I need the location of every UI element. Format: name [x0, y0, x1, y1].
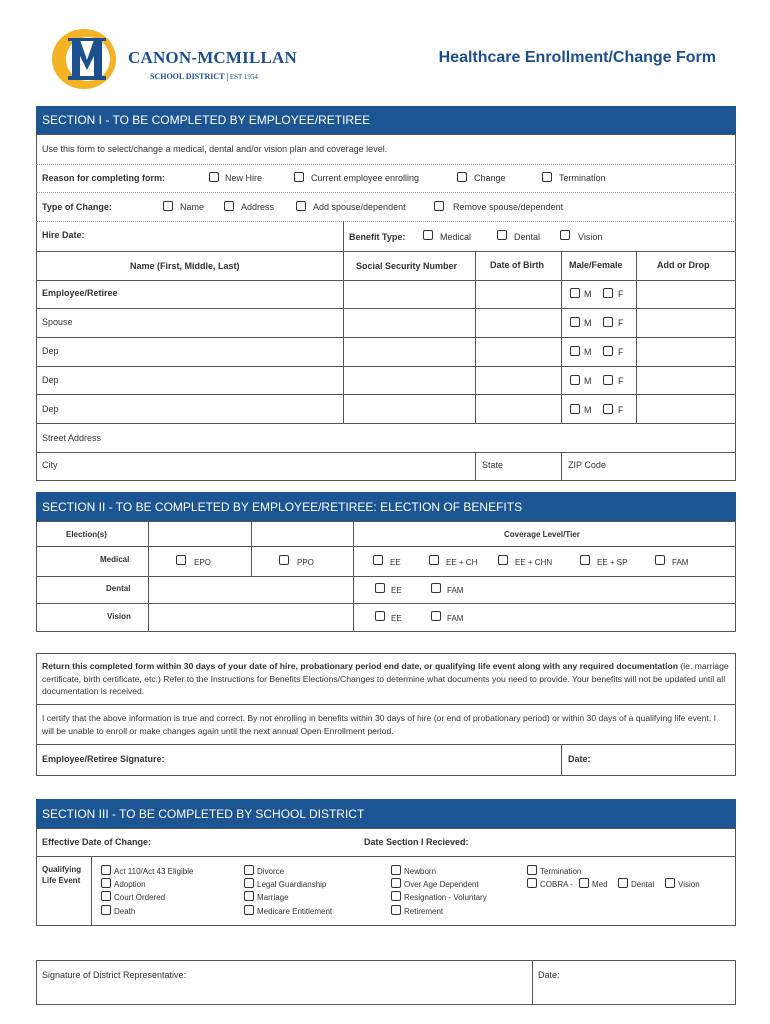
medicare-checkbox[interactable]	[244, 905, 254, 915]
district-logo	[50, 26, 122, 92]
rep-date-label: Date:	[538, 970, 560, 980]
date-received-label: Date Section I Recieved:	[364, 837, 469, 847]
change-checkbox[interactable]	[457, 172, 467, 182]
benefit-medical-checkbox[interactable]	[423, 230, 433, 240]
medical-ee-ch-label: EE + CH	[446, 558, 478, 567]
ppo-label: PPO	[297, 558, 314, 567]
resignation-label: Resignation - Voluntary	[404, 893, 487, 902]
epo-checkbox[interactable]	[176, 555, 186, 565]
benefit-dental-checkbox[interactable]	[497, 230, 507, 240]
resignation-checkbox[interactable]	[391, 891, 401, 901]
benefit-dental-label: Dental	[514, 232, 541, 242]
org-sub-text: SCHOOL DISTRICT |	[150, 72, 229, 81]
dep2-male-checkbox[interactable]	[570, 375, 580, 385]
city-label: City	[42, 460, 58, 470]
effective-date-label: Effective Date of Change:	[42, 837, 152, 847]
form-title: Healthcare Enrollment/Change Form	[438, 49, 716, 66]
dep3-female-label: F	[618, 405, 624, 415]
medical-ee-sp-label: EE + SP	[597, 558, 628, 567]
employee-female-checkbox[interactable]	[603, 288, 613, 298]
cobra-med-checkbox[interactable]	[579, 878, 589, 888]
dep2-female-checkbox[interactable]	[603, 375, 613, 385]
legal-guardianship-checkbox[interactable]	[244, 878, 254, 888]
act110-label: Act 110/Act 43 Eligible	[114, 867, 194, 876]
qle-label-2: Life Event	[42, 876, 81, 885]
benefit-vision-checkbox[interactable]	[560, 230, 570, 240]
type-label: Type of Change:	[42, 202, 112, 212]
court-ordered-checkbox[interactable]	[101, 891, 111, 901]
dep1-female-checkbox[interactable]	[603, 346, 613, 356]
change-label: Change	[474, 173, 506, 183]
notice-paragraph	[42, 660, 730, 698]
rep-signature-box	[36, 960, 736, 1005]
dep3-male-label: M	[584, 405, 592, 415]
qle-termination-checkbox[interactable]	[527, 865, 537, 875]
col-ssn: Social Security Number	[356, 261, 458, 271]
zip-label: ZIP Code	[568, 460, 606, 470]
dep3-female-checkbox[interactable]	[603, 404, 613, 414]
cobra-dental-checkbox[interactable]	[618, 878, 628, 888]
medical-election-label: Medical	[100, 555, 130, 564]
dep3-male-checkbox[interactable]	[570, 404, 580, 414]
org-name: CANON-MCMILLAN	[128, 48, 298, 67]
current-employee-label: Current employee enrolling	[311, 173, 420, 183]
cobra-label: COBRA -	[540, 880, 573, 889]
newborn-label: Newborn	[404, 867, 437, 876]
termination-checkbox[interactable]	[542, 172, 552, 182]
employee-date-label: Date:	[568, 754, 591, 764]
dental-fam-label: FAM	[447, 586, 464, 595]
spouse-female-label: F	[618, 318, 624, 328]
qle-label-1: Qualifying	[42, 865, 82, 874]
medical-ee-ch-checkbox[interactable]	[429, 555, 439, 565]
adoption-label: Adoption	[114, 880, 146, 889]
death-checkbox[interactable]	[101, 905, 111, 915]
vision-ee-checkbox[interactable]	[375, 611, 385, 621]
cobra-checkbox[interactable]	[527, 878, 537, 888]
col-add-drop: Add or Drop	[657, 260, 710, 270]
cobra-med-label: Med	[592, 880, 608, 889]
dep1-male-checkbox[interactable]	[570, 346, 580, 356]
street-address-label: Street Address	[42, 433, 102, 443]
add-spouse-label: Add spouse/dependent	[313, 202, 406, 212]
qle-termination-label: Termination	[540, 867, 582, 876]
dep2-female-label: F	[618, 376, 624, 386]
col-name: Name (First, Middle, Last)	[130, 261, 240, 271]
vision-fam-checkbox[interactable]	[431, 611, 441, 621]
address-change-checkbox[interactable]	[224, 201, 234, 211]
medical-ee-label: EE	[390, 558, 401, 567]
dental-ee-checkbox[interactable]	[375, 583, 385, 593]
state-label: State	[482, 460, 504, 470]
medical-fam-checkbox[interactable]	[655, 555, 665, 565]
row-spouse-label: Spouse	[42, 317, 73, 327]
medicare-label: Medicare Entitlement	[257, 907, 333, 916]
legal-guardianship-label: Legal Guardianship	[257, 880, 327, 889]
employee-male-checkbox[interactable]	[570, 288, 580, 298]
section1-header: SECTION I - TO BE COMPLETED BY EMPLOYEE/RETIREE	[36, 106, 736, 134]
divorce-label: Divorce	[257, 867, 285, 876]
spouse-male-label: M	[584, 318, 592, 328]
dep2-male-label: M	[584, 376, 592, 386]
spouse-female-checkbox[interactable]	[603, 317, 613, 327]
termination-label: Termination	[559, 173, 606, 183]
vision-ee-label: EE	[391, 614, 402, 623]
current-employee-checkbox[interactable]	[294, 172, 304, 182]
newborn-checkbox[interactable]	[391, 865, 401, 875]
benefit-vision-label: Vision	[578, 232, 603, 242]
rep-signature-label: Signature of District Representative:	[42, 970, 187, 980]
marriage-checkbox[interactable]	[244, 891, 254, 901]
cobra-vision-checkbox[interactable]	[665, 878, 675, 888]
coverage-label: Coverage Level/Tier	[504, 530, 580, 539]
notice-bold: Return this completed form within 30 days of your date of hire, probationary period end date, or qualifying life event along with any required documentation	[42, 661, 679, 671]
remove-spouse-checkbox[interactable]	[434, 201, 444, 211]
election-label: Election(s)	[66, 530, 107, 539]
remove-spouse-label: Remove spouse/dependent	[453, 202, 564, 212]
adoption-checkbox[interactable]	[101, 878, 111, 888]
death-label: Death	[114, 907, 136, 916]
divorce-checkbox[interactable]	[244, 865, 254, 875]
epo-label: EPO	[194, 558, 211, 567]
medical-ee-chn-label: EE + CHN	[515, 558, 553, 567]
notice-normal: (ie. marriage certificate, birth certificate, etc.) Refer to the Instructions for Benefits Elections/Changes to determine what documents you need to provide. Your benefits will not be updated until all documentation is received.	[42, 661, 729, 696]
org-est: EST 1954	[228, 73, 258, 81]
employee-female-label: F	[618, 289, 624, 299]
dental-election-label: Dental	[106, 584, 131, 593]
name-change-checkbox[interactable]	[163, 201, 173, 211]
add-spouse-checkbox[interactable]	[296, 201, 306, 211]
dep1-female-label: F	[618, 347, 624, 357]
dental-fam-checkbox[interactable]	[431, 583, 441, 593]
benefit-medical-label: Medical	[440, 232, 472, 242]
retirement-label: Retirement	[404, 907, 444, 916]
medical-ee-sp-checkbox[interactable]	[580, 555, 590, 565]
ppo-checkbox[interactable]	[279, 555, 289, 565]
new-hire-checkbox[interactable]	[209, 172, 219, 182]
reason-label: Reason for completing form:	[42, 173, 166, 183]
dep1-male-label: M	[584, 347, 592, 357]
row-dep1-label: Dep	[42, 346, 59, 356]
row-dep2-label: Dep	[42, 375, 59, 385]
medical-ee-checkbox[interactable]	[373, 555, 383, 565]
address-change-label: Address	[241, 202, 275, 212]
col-dob: Date of Birth	[490, 260, 544, 270]
cobra-vision-label: Vision	[678, 880, 700, 889]
certify-paragraph: I certify that the above information is true and correct. By not enrolling in benefits within 30 days of hire (or end of probationary period) or within 30 days of a qualifying life event, I will be unable to enroll or make changes again until the next annual Open Enrollment period.	[42, 713, 717, 736]
org-subtitle	[150, 72, 258, 81]
hire-date-label: Hire Date:	[42, 230, 85, 240]
employee-male-label: M	[584, 289, 592, 299]
over-age-checkbox[interactable]	[391, 878, 401, 888]
employee-signature-label: Employee/Retiree Signature:	[42, 754, 165, 764]
row-dep3-label: Dep	[42, 404, 59, 414]
dental-ee-label: EE	[391, 586, 402, 595]
medical-fam-label: FAM	[672, 558, 689, 567]
court-ordered-label: Court Ordered	[114, 893, 166, 902]
vision-fam-label: FAM	[447, 614, 464, 623]
over-age-label: Over Age Dependent	[404, 880, 479, 889]
section1-intro: Use this form to select/change a medical, dental and/or vision plan and coverage level.	[42, 144, 388, 154]
retirement-checkbox[interactable]	[391, 905, 401, 915]
medical-ee-chn-checkbox[interactable]	[498, 555, 508, 565]
row-employee-label: Employee/Retiree	[42, 288, 118, 298]
name-change-label: Name	[180, 202, 205, 212]
vision-election-label: Vision	[107, 612, 131, 621]
spouse-male-checkbox[interactable]	[570, 317, 580, 327]
new-hire-label: New Hire	[225, 173, 263, 183]
section2-header: SECTION II - TO BE COMPLETED BY EMPLOYEE/RETIREE: ELECTION OF BENEFITS	[36, 492, 736, 521]
benefit-type-label: Benefit Type:	[349, 232, 406, 242]
marriage-label: Marriage	[257, 893, 289, 902]
section3-header: SECTION III - TO BE COMPLETED BY SCHOOL DISTRICT	[36, 799, 736, 828]
cobra-dental-label: Dental	[631, 880, 655, 889]
act110-checkbox[interactable]	[101, 865, 111, 875]
col-gender: Male/Female	[569, 260, 623, 270]
